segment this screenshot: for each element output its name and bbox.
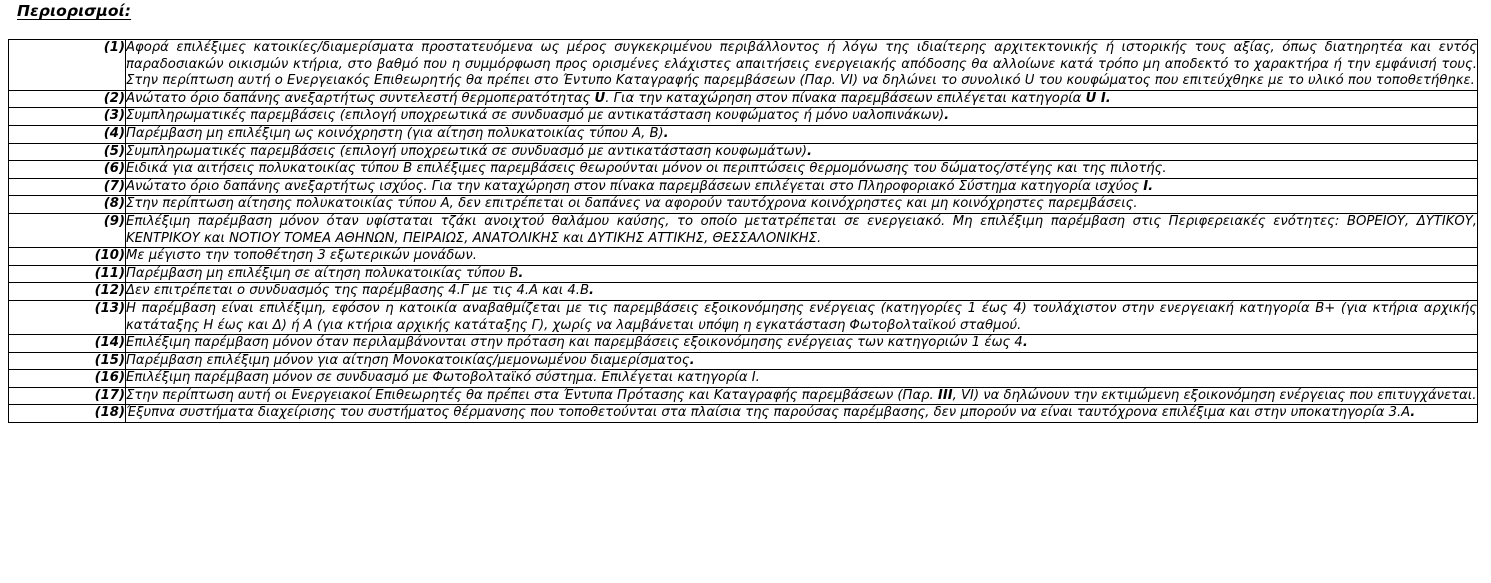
row-description: Ανώτατο όριο δαπάνης ανεξαρτήτως ισχύος. Για την καταχώρηση στον πίνακα παρεμβάσεων επιλέγεται στο Πληροφοριακό Σύστημα κατηγορία ισχύος Ι. — [126, 178, 1478, 196]
row-number: (8) — [9, 196, 126, 214]
table-row — [9, 40, 1478, 91]
row-number: (9) — [9, 213, 126, 247]
row-description: Επιλέξιμη παρέμβαση μόνον όταν υφίσταται τζάκι ανοιχτού θαλάμου καύσης, το οποίο μετατρέπεται σε ενεργειακό. Μη επιλέξιμη παρέμβαση στις Περιφερειακές ενότητες: ΒΟΡΕΙΟΥ, ΔΥΤΙΚΟΥ, ΚΕΝΤΡΙΚΟΥ και ΝΟΤΙΟΥ ΤΟΜΕΑ ΑΘΗΝΩΝ, ΠΕΙΡΑΙΩΣ, ΑΝΑΤΟΛΙΚΗΣ και ΔΥΤΙΚΗΣ ΑΤΤΙΚΗΣ, ΘΕΣΣΑΛΟΝΙΚΗΣ. — [126, 213, 1478, 247]
row-description: Δεν επιτρέπεται ο συνδυασμός της παρέμβασης 4.Γ με τις 4.Α και 4.Β. — [126, 283, 1478, 301]
row-description: Έξυπνα συστήματα διαχείρισης του συστήματος θέρμανσης που τοποθετούνται στα πλαίσια της παρούσας παρέμβασης, δεν μπορούν να είναι ταυτόχρονα επιλέξιμα και στην υποκατηγορία 3.Α. — [126, 405, 1478, 423]
table-row — [9, 405, 1478, 423]
table-row — [9, 125, 1478, 143]
row-number: (2) — [9, 90, 126, 108]
table-row — [9, 265, 1478, 283]
table-row — [9, 335, 1478, 353]
row-number: (14) — [9, 335, 126, 353]
row-description: Συμπληρωματικές παρεμβάσεις (επιλογή υποχρεωτικά σε συνδυασμό με αντικατάσταση κουφώματος ή μόνο υαλοπινάκων). — [126, 108, 1478, 126]
row-number: (13) — [9, 300, 126, 334]
row-description: Επιλέξιμη παρέμβαση μόνον όταν περιλαμβάνονται στην πρόταση και παρεμβάσεις εξοικονόμησης ενέργειας των κατηγοριών 1 έως 4. — [126, 335, 1478, 353]
row-number: (5) — [9, 143, 126, 161]
row-description: Αφορά επιλέξιμες κατοικίες/διαμερίσματα προστατευόμενα ως μέρος συγκεκριμένου περιβάλλοντος ή λόγω της ιδιαίτερης αρχιτεκτονικής ή ιστορικής τους αξίας, όπως διατηρητέα και εντός παραδοσιακών οικισμών κτήρια, στο βαθμό που η συμμόρφωση προς ορισμένες ελάχιστες απαιτήσεις ενεργειακής απόδοσης θα αλλοίωνε κατά τρόπο μη αποδεκτό το χαρακτήρα ή την εμφάνισή τους. Στην περίπτωση αυτή ο Ενεργειακός Επιθεωρητής θα πρέπει στο Έντυπο Καταγραφής παρεμβάσεων (Παρ. VI) να δηλώνει το συνολικό U του κουφώματος που επιτεύχθηκε με το υλικό που τοποθετήθηκε. — [126, 40, 1478, 91]
row-description: Παρέμβαση επιλέξιμη μόνον για αίτηση Μονοκατοικίας/μεμονωμένου διαμερίσματος. — [126, 352, 1478, 370]
table-row — [9, 143, 1478, 161]
table-row — [9, 161, 1478, 179]
row-number: (10) — [9, 248, 126, 266]
row-description: Ειδικά για αιτήσεις πολυκατοικίας τύπου Β επιλέξιμες παρεμβάσεις θεωρούνται μόνον οι περιπτώσεις θερμομόνωσης του δώματος/στέγης και της πιλοτής. — [126, 161, 1478, 179]
row-description: Παρέμβαση μη επιλέξιμη ως κοινόχρηστη (για αίτηση πολυκατοικίας τύπου Α, Β). — [126, 125, 1478, 143]
row-description: Με μέγιστο την τοποθέτηση 3 εξωτερικών μονάδων. — [126, 248, 1478, 266]
table-row — [9, 387, 1478, 405]
table-row — [9, 196, 1478, 214]
row-description: Συμπληρωματικές παρεμβάσεις (επιλογή υποχρεωτικά σε συνδυασμό με αντικατάσταση κουφωμάτων). — [126, 143, 1478, 161]
row-number: (7) — [9, 178, 126, 196]
row-number: (1) — [9, 40, 126, 91]
table-row — [9, 300, 1478, 334]
limitations-table — [8, 39, 1478, 423]
row-description: Παρέμβαση μη επιλέξιμη σε αίτηση πολυκατοικίας τύπου Β. — [126, 265, 1478, 283]
row-description: Στην περίπτωση αίτησης πολυκατοικίας τύπου Α, δεν επιτρέπεται οι δαπάνες να αφορούν ταυτόχρονα κοινόχρηστες και μη κοινόχρηστες παρεμβάσεις. — [126, 196, 1478, 214]
table-row — [9, 178, 1478, 196]
row-number: (15) — [9, 352, 126, 370]
row-number: (16) — [9, 370, 126, 388]
table-row — [9, 90, 1478, 108]
row-number: (4) — [9, 125, 126, 143]
row-number: (3) — [9, 108, 126, 126]
row-description: Επιλέξιμη παρέμβαση μόνον σε συνδυασμό με Φωτοβολταϊκό σύστημα. Επιλέγεται κατηγορία Ι. — [126, 370, 1478, 388]
row-number: (17) — [9, 387, 126, 405]
table-row — [9, 108, 1478, 126]
row-description: Η παρέμβαση είναι επιλέξιμη, εφόσον η κατοικία αναβαθμίζεται με τις παρεμβάσεις εξοικονόμησης ενέργειας (κατηγορίες 1 έως 4) τουλάχιστον στην ενεργειακή κατηγορία Β+ (για κτήρια αρχικής κατάταξης Η έως και Δ) ή Α (για κτήρια αρχικής κατάταξης Γ), χωρίς να λαμβάνεται υπόψη η εγκατάσταση Φωτοβολταϊκού σταθμού. — [126, 300, 1478, 334]
table-row — [9, 352, 1478, 370]
limitations-table-body — [9, 40, 1478, 423]
row-number: (6) — [9, 161, 126, 179]
table-row — [9, 248, 1478, 266]
page-title: Περιορισμοί: — [17, 2, 132, 20]
row-number: (11) — [9, 265, 126, 283]
row-number: (12) — [9, 283, 126, 301]
table-row — [9, 283, 1478, 301]
table-row — [9, 370, 1478, 388]
row-description: Ανώτατο όριο δαπάνης ανεξαρτήτως συντελεστή θερμοπερατότητας U. Για την καταχώρηση στον πίνακα παρεμβάσεων επιλέγεται κατηγορία U I. — [126, 90, 1478, 108]
row-number: (18) — [9, 405, 126, 423]
row-description: Στην περίπτωση αυτή οι Ενεργειακοί Επιθεωρητές θα πρέπει στα Έντυπα Πρότασης και Καταγραφής παρεμβάσεων (Παρ. III, VI) να δηλώνουν την εκτιμώμενη εξοικονόμηση ενέργειας που επιτυγχάνεται. — [126, 387, 1478, 405]
table-row — [9, 213, 1478, 247]
